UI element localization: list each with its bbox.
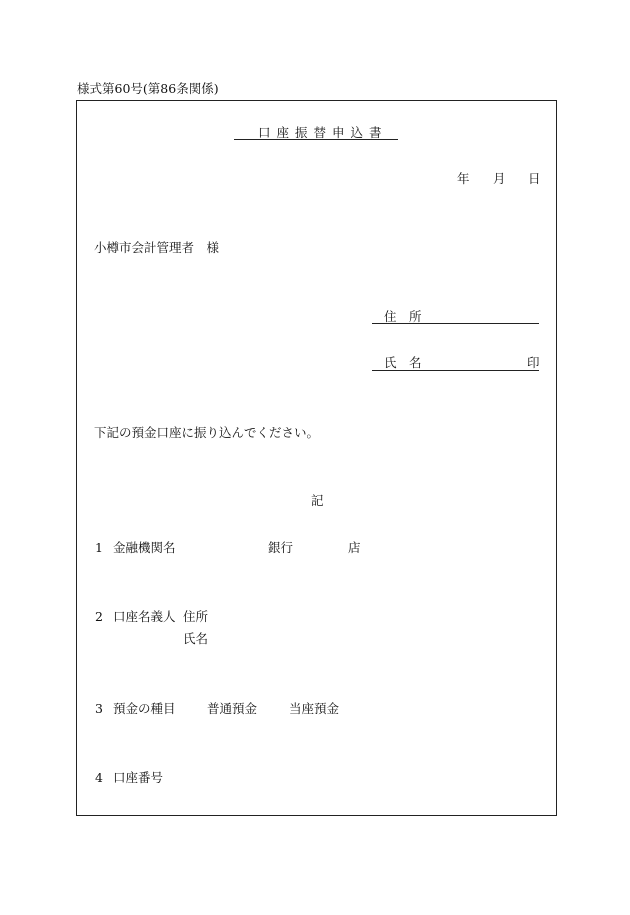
type-checking-option[interactable]: 当座預金 [289, 701, 340, 716]
item-3-label: 預金の種目 [113, 701, 176, 716]
form-title: 口座振替申込書 [258, 125, 388, 140]
date-day: 日 [528, 171, 541, 186]
item-1-label: 金融機関名 [113, 540, 176, 555]
title-underline [234, 139, 398, 140]
applicant-address-label: 住 所 [384, 309, 422, 324]
branch-suffix: 店 [348, 540, 361, 555]
holder-address-label: 住所 [183, 609, 209, 624]
holder-name-label: 氏名 [183, 631, 209, 646]
applicant-name-line[interactable] [372, 370, 539, 371]
item-2-label: 口座名義人 [113, 609, 176, 624]
addressee: 小樽市会計管理者 様 [94, 240, 220, 255]
item-2-number: 2 [95, 609, 103, 624]
seal-mark: 印 [527, 355, 540, 370]
type-ordinary-option[interactable]: 普通預金 [207, 701, 258, 716]
form-number: 様式第60号(第86条関係) [77, 81, 219, 96]
ki-heading: 記 [311, 493, 324, 508]
applicant-name-label: 氏 名 [384, 355, 422, 370]
date-month: 月 [493, 171, 506, 186]
item-1-number: 1 [95, 540, 103, 555]
applicant-address-line[interactable] [372, 323, 539, 324]
bank-suffix: 銀行 [268, 540, 294, 555]
request-text: 下記の預金口座に振り込んでください。 [94, 425, 320, 440]
item-3-number: 3 [95, 701, 103, 716]
date-year: 年 [457, 171, 470, 186]
item-4-number: 4 [95, 770, 103, 785]
item-4-label: 口座番号 [113, 770, 164, 785]
